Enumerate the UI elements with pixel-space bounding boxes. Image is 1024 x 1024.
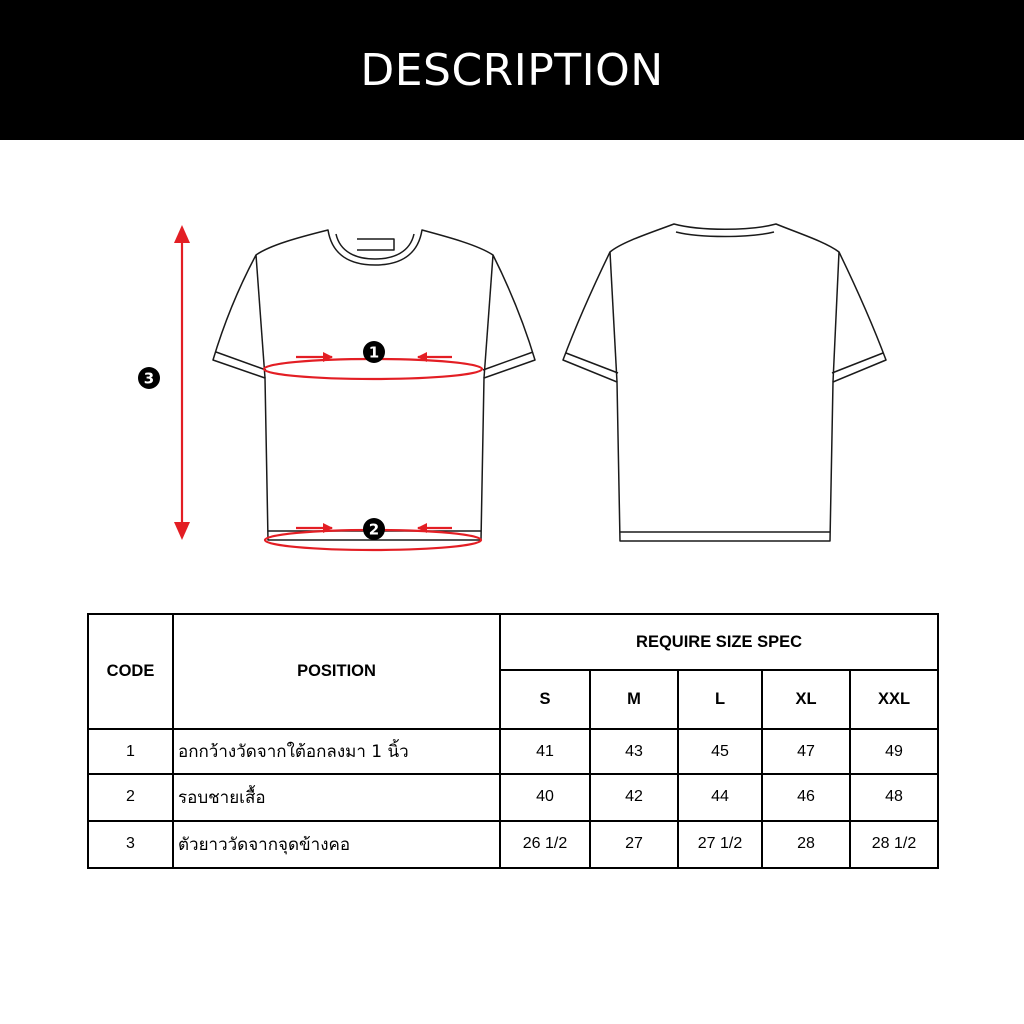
row-value-xxl: 48 — [850, 774, 938, 820]
row-value-m: 43 — [590, 729, 678, 774]
front-neck-tape — [357, 239, 394, 250]
table-row — [88, 774, 938, 820]
row-value-xl: 46 — [762, 774, 850, 820]
header-size-xxl: XXL — [850, 670, 938, 728]
header-position: POSITION — [173, 614, 500, 729]
row-value-xl: 47 — [762, 729, 850, 774]
header-size-xl: XL — [762, 670, 850, 728]
row-value-xl: 28 — [762, 821, 850, 868]
measure-length — [138, 225, 190, 540]
table-row — [88, 821, 938, 868]
row-value-l: 44 — [678, 774, 762, 820]
marker-1-label: 1 — [368, 343, 380, 362]
row-position: รอบชายเสื้อ — [173, 774, 500, 820]
row-value-xxl: 28 1/2 — [850, 821, 938, 868]
header-size-s: S — [500, 670, 590, 728]
length-arrow-top — [174, 225, 190, 243]
row-value-s: 41 — [500, 729, 590, 774]
header-size-l: L — [678, 670, 762, 728]
tshirt-diagram — [0, 140, 1024, 610]
header-size-m: M — [590, 670, 678, 728]
size-spec-table — [87, 613, 939, 869]
tshirt-back — [563, 224, 886, 541]
header-size-spec: REQUIRE SIZE SPEC — [500, 614, 938, 670]
row-value-xxl: 49 — [850, 729, 938, 774]
description-banner — [0, 0, 1024, 140]
row-code: 1 — [88, 729, 173, 774]
marker-3-label: 3 — [143, 369, 155, 388]
tshirt-front — [213, 230, 535, 540]
header-code: CODE — [88, 614, 173, 729]
front-collar-inner — [336, 234, 414, 259]
row-value-m: 27 — [590, 821, 678, 868]
row-position: อกกว้างวัดจากใต้อกลงมา 1 นิ้ว — [173, 729, 500, 774]
row-position: ตัวยาววัดจากจุดข้างคอ — [173, 821, 500, 868]
row-value-m: 42 — [590, 774, 678, 820]
banner-title: DESCRIPTION — [360, 44, 664, 96]
marker-2-label: 2 — [368, 520, 380, 539]
row-value-s: 26 1/2 — [500, 821, 590, 868]
row-value-l: 45 — [678, 729, 762, 774]
row-value-l: 27 1/2 — [678, 821, 762, 868]
length-arrow-bottom — [174, 522, 190, 540]
row-value-s: 40 — [500, 774, 590, 820]
row-code: 3 — [88, 821, 173, 868]
table-row — [88, 729, 938, 774]
front-outline — [213, 230, 535, 540]
row-code: 2 — [88, 774, 173, 820]
